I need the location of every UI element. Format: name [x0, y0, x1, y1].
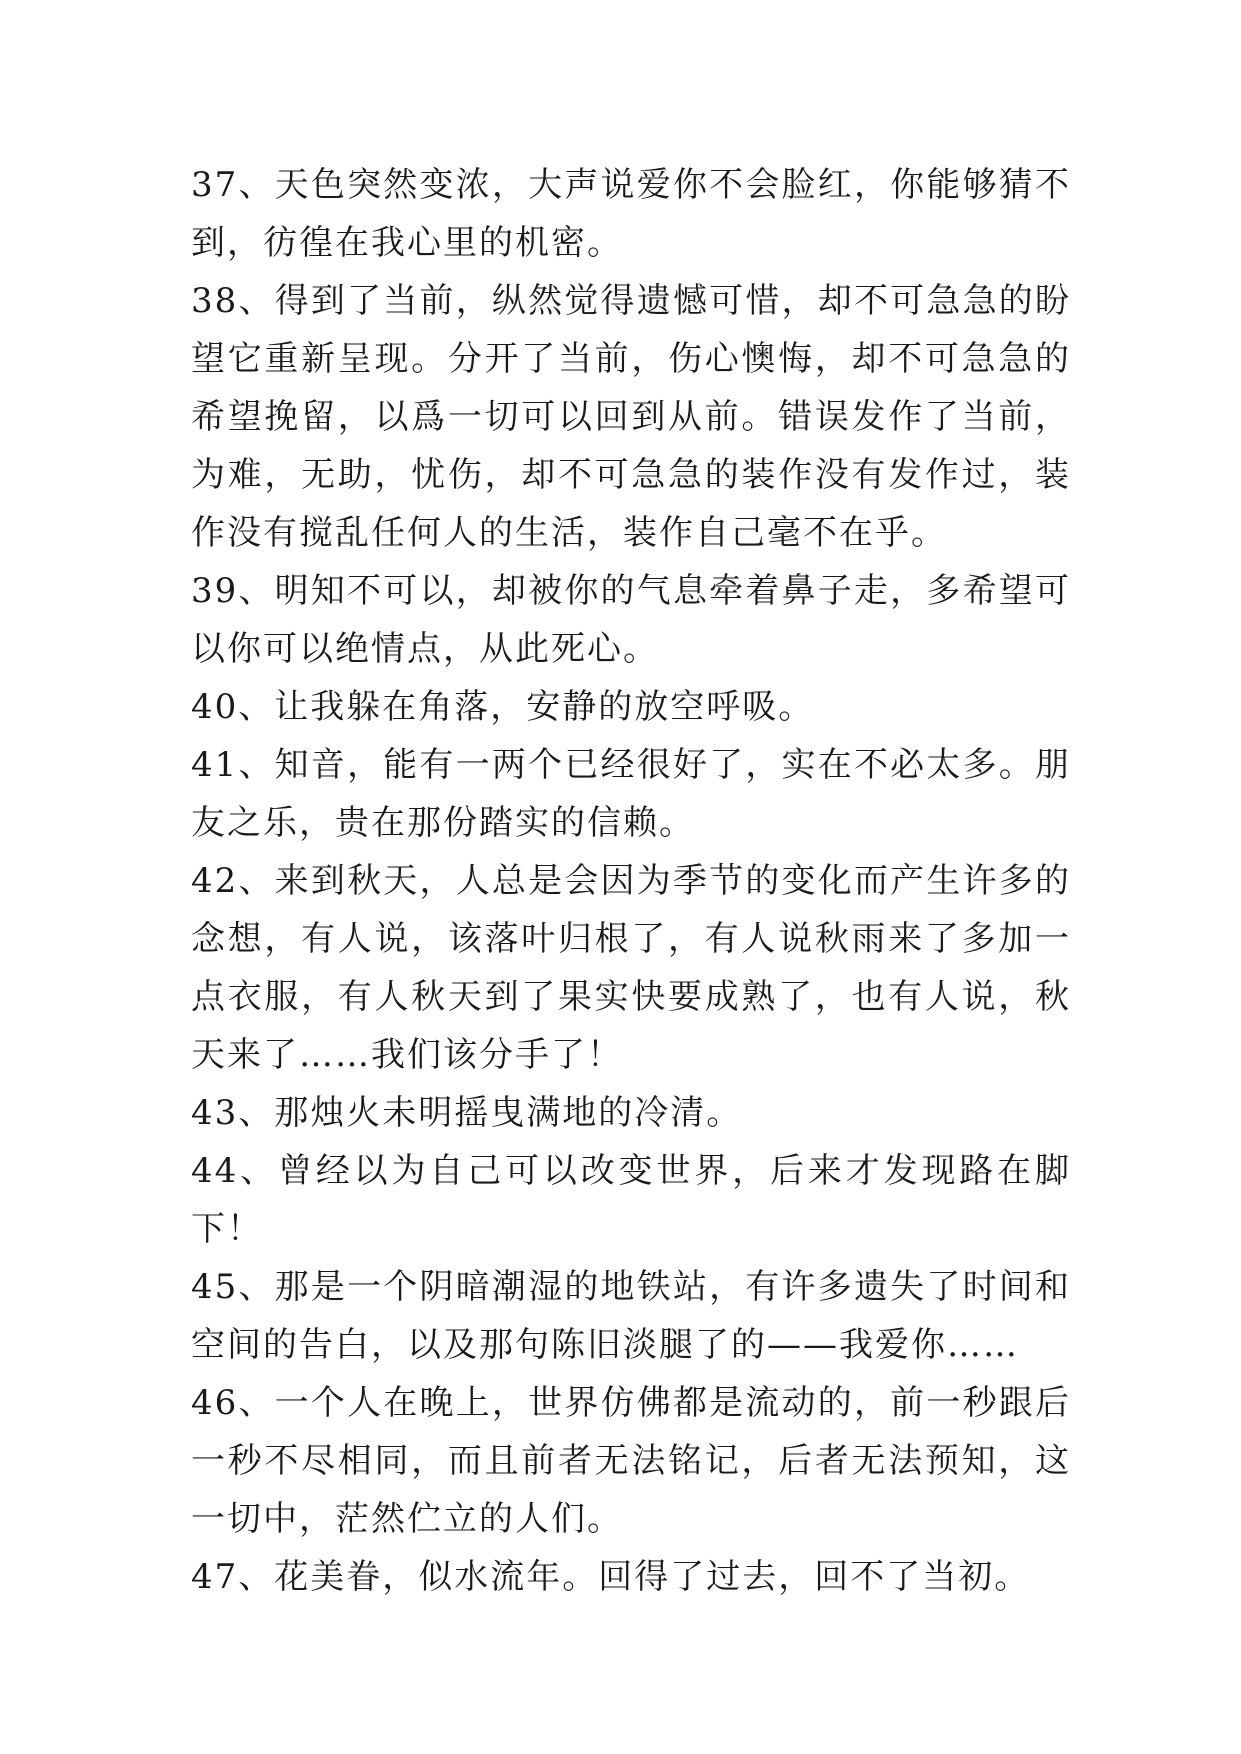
paragraph-39: 39、明知不可以，却被你的气息牵着鼻子走，多希望可以你可以绝情点，从此死心。: [191, 571, 1071, 669]
paragraph-47: 47、花美眷，似水流年。回得了过去，回不了当初。: [191, 1557, 1031, 1597]
paragraph-37: 37、天色突然变浓，大声说爱你不会脸红，你能够猜不到，彷徨在我心里的机密。: [191, 165, 1071, 263]
paragraph-43: 43、那烛火未明摇曳满地的冷清。: [191, 1093, 743, 1133]
paragraph-46: 46、一个人在晚上，世界仿佛都是流动的，前一秒跟后一秒不尽相同，而且前者无法铭记，后者无法预知，这一切中，茫然伫立的人们。: [191, 1383, 1071, 1539]
paragraph-42: 42、来到秋天，人总是会因为季节的变化而产生许多的念想，有人说，该落叶归根了，有人说秋雨来了多加一点衣服，有人秋天到了果实快要成熟了，也有人说，秋天来了……我们该分手了！: [191, 861, 1071, 1075]
document-body: [191, 156, 1071, 1606]
paragraph-40: 40、让我躲在角落，安静的放空呼吸。: [191, 687, 815, 727]
paragraph-44: 44、曾经以为自己可以改变世界，后来才发现路在脚下！: [191, 1151, 1071, 1249]
paragraph-41: 41、知音，能有一两个已经很好了，实在不必太多。朋友之乐，贵在那份踏实的信赖。: [191, 745, 1071, 843]
paragraph-38: 38、得到了当前，纵然觉得遗憾可惜，却不可急急的盼望它重新呈现。分开了当前，伤心懊悔，却不可急急的希望挽留，以爲一切可以回到从前。错误发作了当前，为难，无助，忧伤，却不可急急的装作没有发作过，装作没有搅乱任何人的生活，装作自己毫不在乎。: [191, 281, 1071, 553]
paragraph-45: 45、那是一个阴暗潮湿的地铁站，有许多遗失了时间和空间的告白，以及那句陈旧淡腿了的——我爱你……: [191, 1267, 1071, 1365]
